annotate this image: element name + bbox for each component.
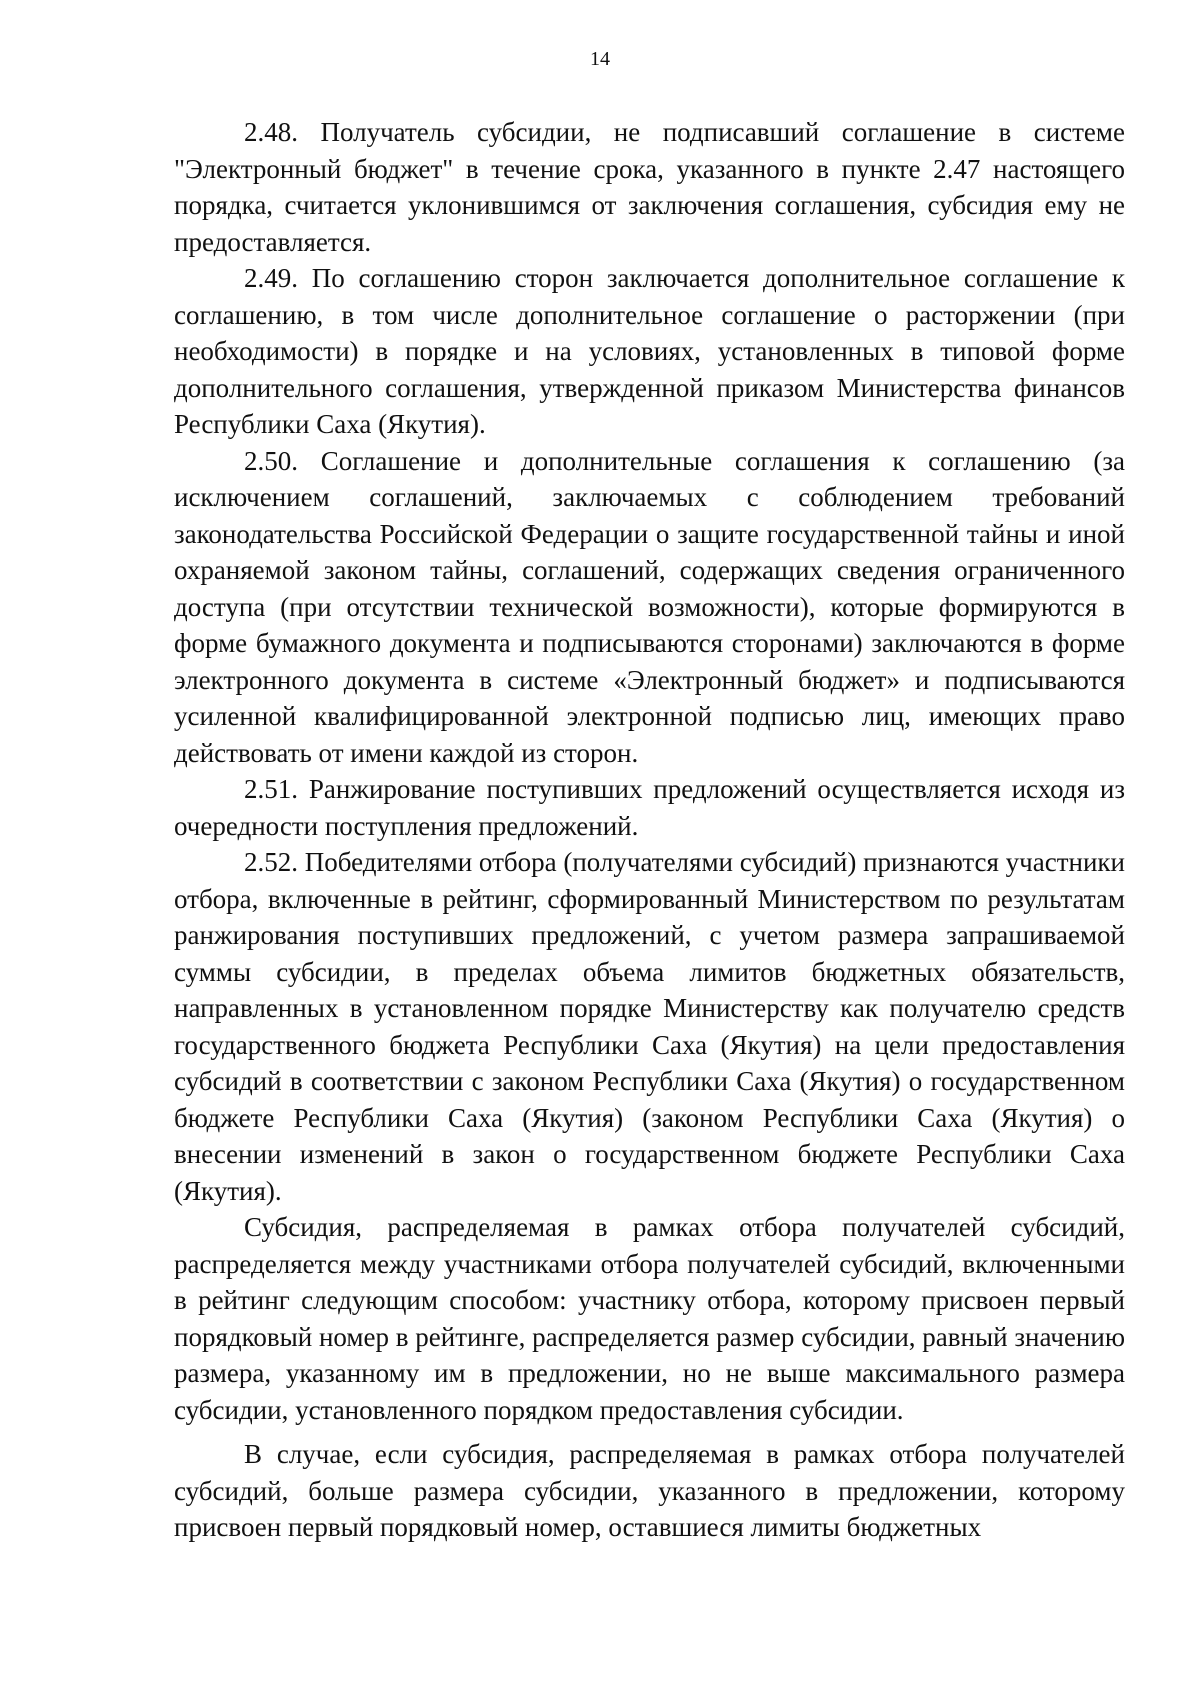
paragraph-2-49: 2.49. По соглашению сторон заключается дополнительное соглашение к соглашению, в том числе дополнительное соглашение о расторжении (при необходимости) в порядке и на условиях, установленных в типовой форме дополнительного соглашения, утвержденной приказом Министерства финансов Республики Саха (Якутия).	[174, 263, 1125, 439]
page-number: 14	[590, 48, 610, 70]
document-body	[174, 114, 1125, 1546]
paragraph-2-51: 2.51. Ранжирование поступивших предложений осуществляется исходя из очередности поступления предложений.	[174, 774, 1125, 841]
paragraph-2-52: 2.52. Победителями отбора (получателями субсидий) признаются участники отбора, включенные в рейтинг, сформированный Министерством по результатам ранжирования поступивших предложений, с учетом размера запрашиваемой суммы субсидии, в пределах объема лимитов бюджетных обязательств, направленных в установленном порядке Министерству как получателю средств государственного бюджета Республики Саха (Якутия) на цели предоставления субсидий в соответствии с законом Республики Саха (Якутия) о государственном бюджете Республики Саха (Якутия) (законом Республики Саха (Якутия) о внесении изменений в закон о государственном бюджете Республики Саха (Якутия).	[174, 847, 1125, 1206]
paragraph-remaining-limits: В случае, если субсидия, распределяемая в рамках отбора получателей субсидий, больше размера субсидии, указанного в предложении, которому присвоен первый порядковый номер, оставшиеся лимиты бюджетных	[174, 1439, 1125, 1542]
paragraph-2-48: 2.48. Получатель субсидии, не подписавший соглашение в системе "Электронный бюджет" в течение срока, указанного в пункте 2.47 настоящего порядка, считается уклонившимся от заключения соглашения, субсидия ему не предоставляется.	[174, 117, 1125, 257]
paragraph-2-50: 2.50. Соглашение и дополнительные соглашения к соглашению (за исключением соглашений, заключаемых с соблюдением требований законодательства Российской Федерации о защите государственной тайны и иной охраняемой законом тайны, соглашений, содержащих сведения ограниченного доступа (при отсутствии технической возможности), которые формируются в форме бумажного документа и подписываются сторонами) заключаются в форме электронного документа в системе «Электронный бюджет» и подписываются усиленной квалифицированной электронной подписью лиц, имеющих право действовать от имени каждой из сторон.	[174, 445, 1125, 768]
paragraph-subsidy-distribution: Субсидия, распределяемая в рамках отбора получателей субсидий, распределяется между участниками отбора получателей субсидий, включенными в рейтинг следующим способом: участнику отбора, которому присвоен первый порядковый номер в рейтинге, распределяется размер субсидии, равный значению размера, указанному им в предложении, но не выше максимального размера субсидии, установленного порядком предоставления субсидии.	[174, 1212, 1125, 1425]
